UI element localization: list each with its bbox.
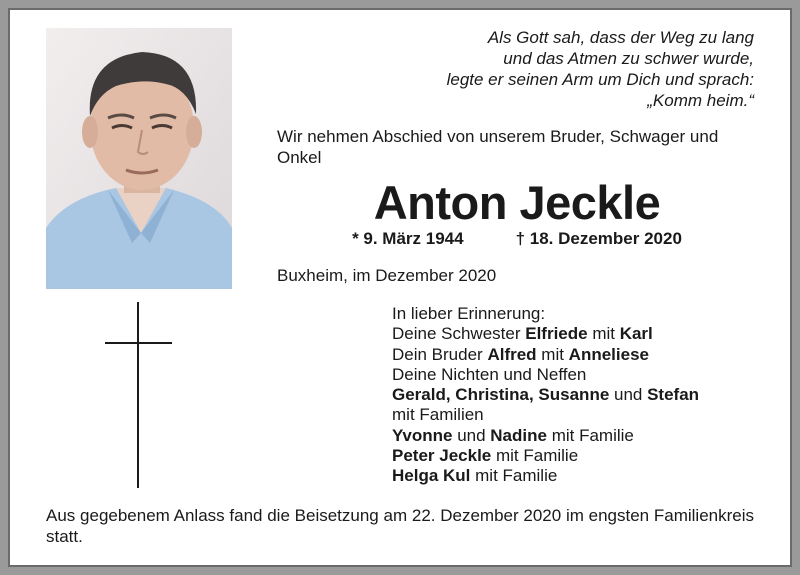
text: Deine Schwester (392, 324, 526, 344)
text: mit Familie (470, 466, 558, 486)
place-date: Buxheim, im Dezember 2020 (277, 266, 497, 285)
list-item (392, 345, 772, 365)
mourner-name: Helga Kul (392, 466, 471, 486)
list-item (392, 426, 772, 446)
portrait-photo (46, 28, 232, 289)
cross-icon-bar (105, 342, 172, 344)
mourner-name: Gerald, Christina, Susanne (392, 385, 610, 405)
poem-line: „Komm heim.“ (647, 91, 754, 110)
text: mit Familie (491, 446, 579, 466)
text: mit (587, 324, 620, 344)
deceased-name: Anton Jeckle (373, 176, 661, 229)
list-item: Deine Nichten und Neffen (392, 364, 587, 384)
list-item (392, 466, 772, 486)
list-item (392, 385, 772, 405)
intro-text: Wir nehmen Abschied von unserem Bruder, Schwager und Onkel (277, 127, 719, 167)
mourner-name: Alfred (487, 344, 537, 364)
footer-note: Aus gegebenem Anlass fand die Beisetzung am 22. Dezember 2020 im engsten Familienkreis statt. (46, 506, 754, 546)
text: Dein Bruder (392, 344, 488, 364)
list-item (392, 446, 772, 466)
mourner-name: Nadine (490, 425, 547, 445)
poem-line: und das Atmen zu schwer wurde, (503, 49, 754, 68)
mourner-name: Peter Jeckle (392, 446, 492, 466)
text: und (609, 385, 648, 405)
mourner-name: Yvonne (392, 425, 453, 445)
mourner-name: Karl (619, 324, 653, 344)
birth-date: * 9. März 1944 (352, 229, 464, 248)
text: mit Familie (546, 425, 634, 445)
mourner-name: Stefan (647, 385, 700, 405)
death-date: † 18. Dezember 2020 (515, 229, 682, 248)
mourner-name: Elfriede (525, 324, 588, 344)
poem-line: Als Gott sah, dass der Weg zu lang (487, 28, 754, 47)
life-dates (277, 229, 757, 249)
mourners-list (392, 304, 772, 487)
mourner-name: Anneliese (568, 344, 649, 364)
list-item: mit Familien (392, 405, 484, 425)
poem-line: legte er seinen Arm um Dich und sprach: (446, 70, 754, 89)
mourners-heading: In lieber Erinnerung: (392, 304, 546, 323)
text: mit (536, 344, 569, 364)
cross-icon (137, 302, 139, 488)
text: und (452, 425, 491, 445)
poem (354, 27, 754, 111)
list-item (392, 324, 772, 344)
